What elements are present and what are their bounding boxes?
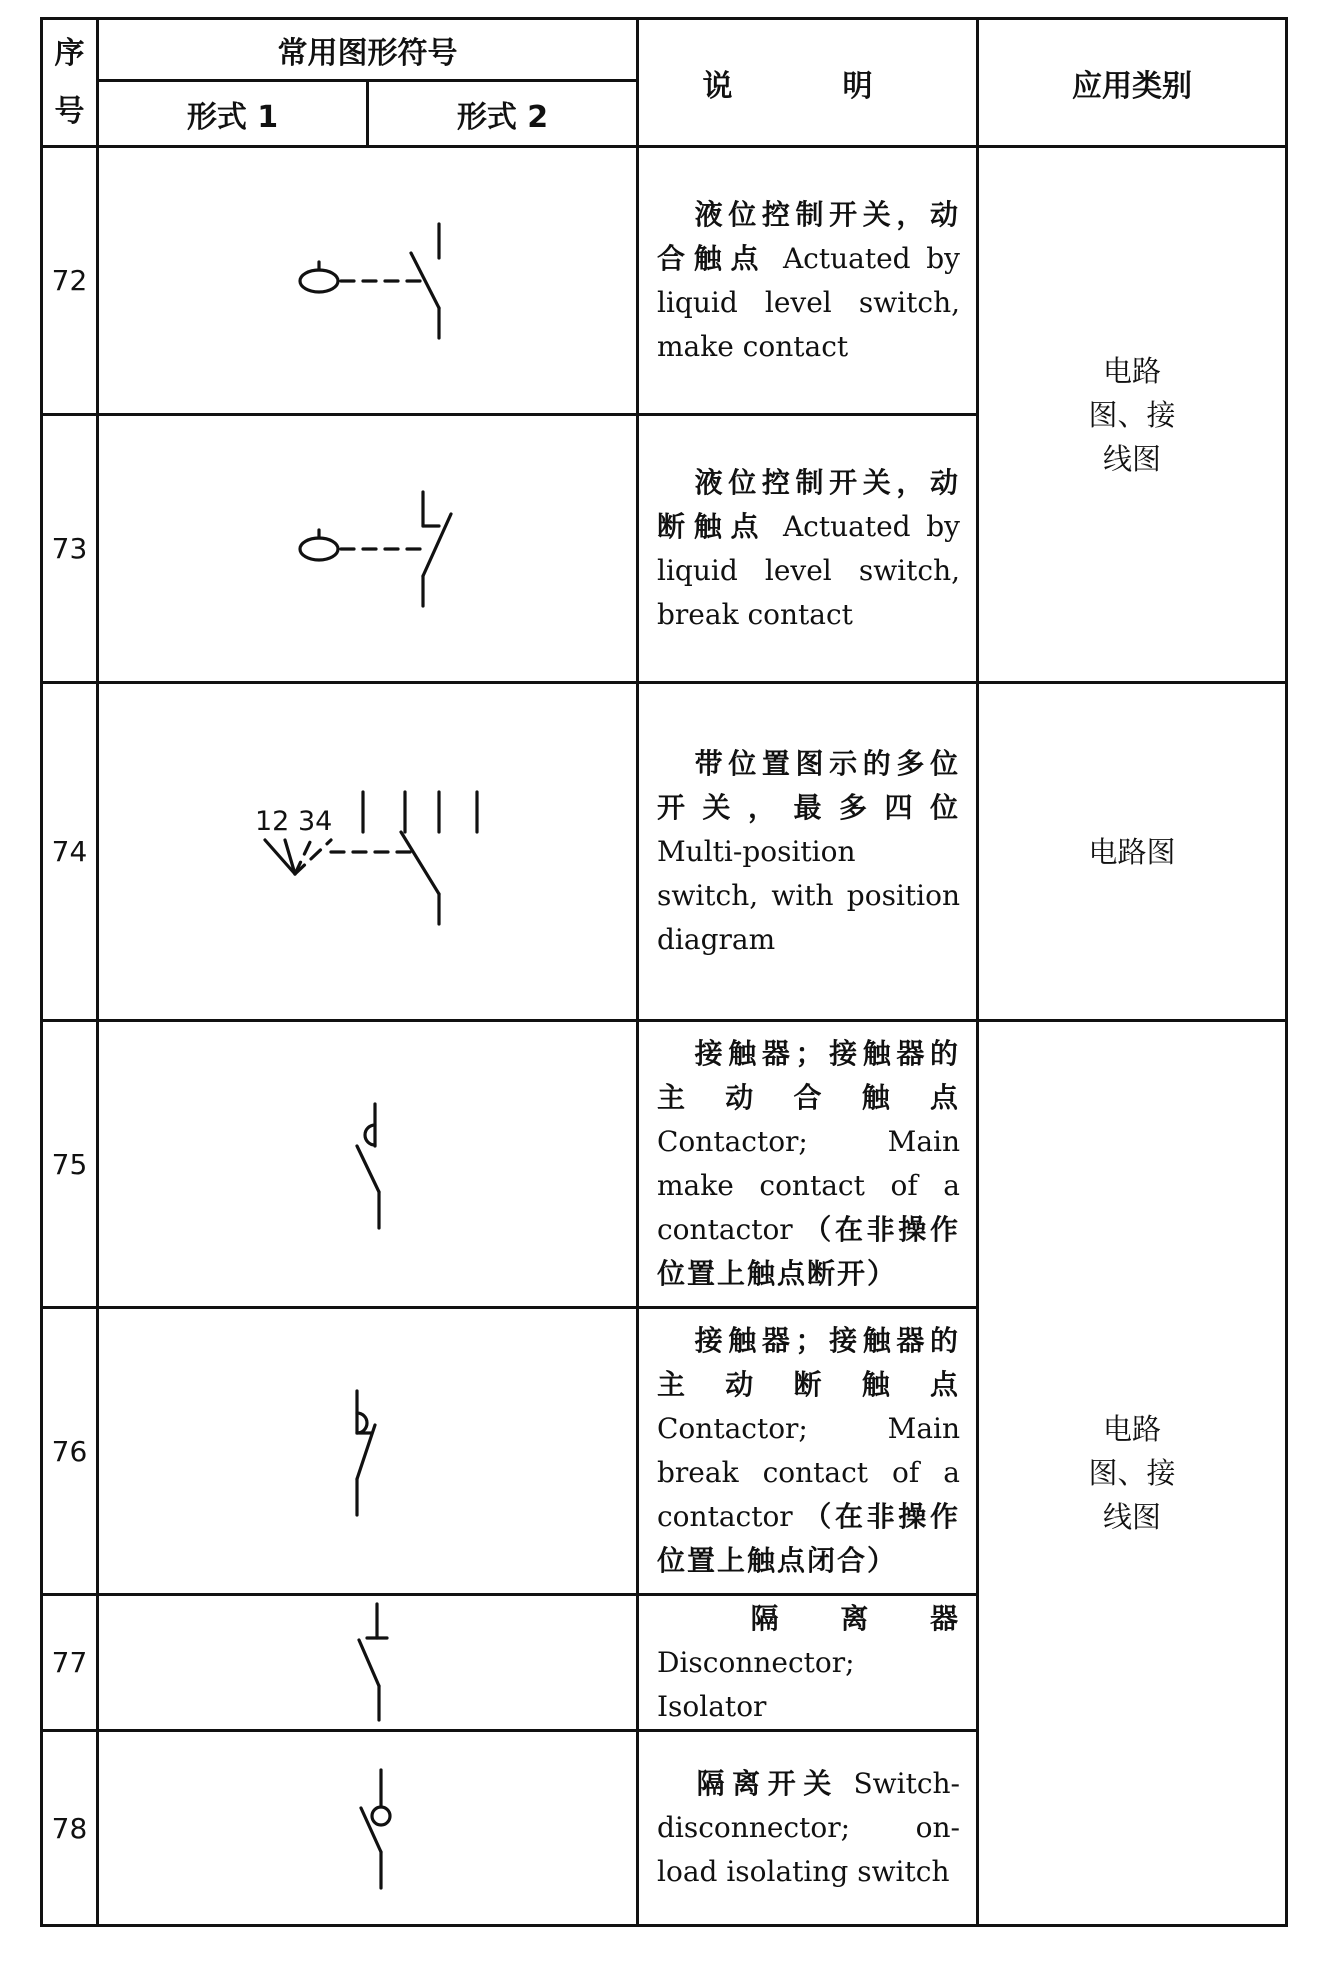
row-seq: 73 <box>42 415 98 683</box>
desc-en: Multi-position switch, with position diagram <box>657 834 960 956</box>
symbol-cell <box>98 683 638 1021</box>
table-row <box>42 683 1287 1021</box>
row-description <box>638 1308 978 1595</box>
symbol-table-sheet <box>40 17 1288 1927</box>
symbol-cell <box>98 1021 638 1308</box>
header-category: 应用类别 <box>978 19 1287 147</box>
symbol-cell <box>98 1595 638 1731</box>
desc-zh: 带位置图示的多位开关，最多四位 <box>657 746 960 824</box>
position-labels: 12 34 <box>255 806 333 837</box>
switch-disconnector-symbol <box>99 1732 639 1927</box>
desc-en: Actuated by liquid level switch, make contact <box>657 241 960 363</box>
category-text: 电路图、接线图 <box>1088 1412 1176 1534</box>
symbol-cell <box>98 147 638 415</box>
header-form2: 形式 2 <box>368 81 638 147</box>
desc-note: （在非操作位置上触点断开） <box>657 1213 960 1290</box>
desc-en: Actuated by liquid level switch, break contact <box>657 509 960 631</box>
header-form1: 形式 1 <box>98 81 368 147</box>
liquid-level-make-contact-symbol <box>99 148 639 416</box>
row-seq: 72 <box>42 147 98 415</box>
row-description <box>638 683 978 1021</box>
symbol-cell <box>98 1308 638 1595</box>
desc-en: Contactor; Main break contact of a contactor <box>657 1412 960 1533</box>
header-symbols-group: 常用图形符号 <box>98 19 638 81</box>
row-description <box>638 1595 978 1731</box>
symbol-cell <box>98 415 638 683</box>
contactor-break-contact-symbol <box>99 1309 639 1596</box>
desc-zh: 液位控制开关，动断触点 <box>657 465 960 543</box>
row-description <box>638 147 978 415</box>
row-description <box>638 415 978 683</box>
table-header <box>42 19 1287 147</box>
row-seq: 74 <box>42 683 98 1021</box>
category-text: 电路图、接线图 <box>1088 353 1176 476</box>
row-description <box>638 1731 978 1926</box>
liquid-level-break-contact-symbol <box>99 416 639 684</box>
desc-zh: 隔离器 <box>691 1601 960 1635</box>
desc-en: Disconnector; Isolator <box>657 1645 855 1723</box>
desc-note: （在非操作位置上触点闭合） <box>657 1500 960 1577</box>
row-category <box>978 147 1287 683</box>
disconnector-symbol <box>99 1596 639 1732</box>
contactor-make-contact-symbol <box>99 1022 639 1309</box>
row-category <box>978 1021 1287 1926</box>
desc-zh: 接触器；接触器的主动断触点 <box>657 1324 960 1401</box>
row-seq: 78 <box>42 1731 98 1926</box>
table-row <box>42 1021 1287 1308</box>
desc-en: Switch-disconnector; on-load isolating switch <box>657 1767 960 1888</box>
desc-zh: 接触器；接触器的主动合触点 <box>657 1037 960 1114</box>
multi-position-switch-symbol <box>99 684 639 1022</box>
row-description <box>638 1021 978 1308</box>
desc-zh: 隔离开关 <box>691 1767 839 1800</box>
header-description: 说 明 <box>638 19 978 147</box>
table-row <box>42 147 1287 415</box>
header-seq-bottom: 号 <box>54 93 85 129</box>
row-category: 电路图 <box>978 683 1287 1021</box>
row-seq: 77 <box>42 1595 98 1731</box>
header-seq-top: 序 <box>54 35 85 71</box>
symbol-cell <box>98 1731 638 1926</box>
header-seq <box>42 19 98 147</box>
desc-zh: 液位控制开关，动合触点 <box>657 197 960 275</box>
row-seq: 75 <box>42 1021 98 1308</box>
graphic-symbols-table <box>40 17 1288 1927</box>
row-seq: 76 <box>42 1308 98 1595</box>
desc-en: Contactor; Main make contact of a contactor <box>657 1125 960 1246</box>
